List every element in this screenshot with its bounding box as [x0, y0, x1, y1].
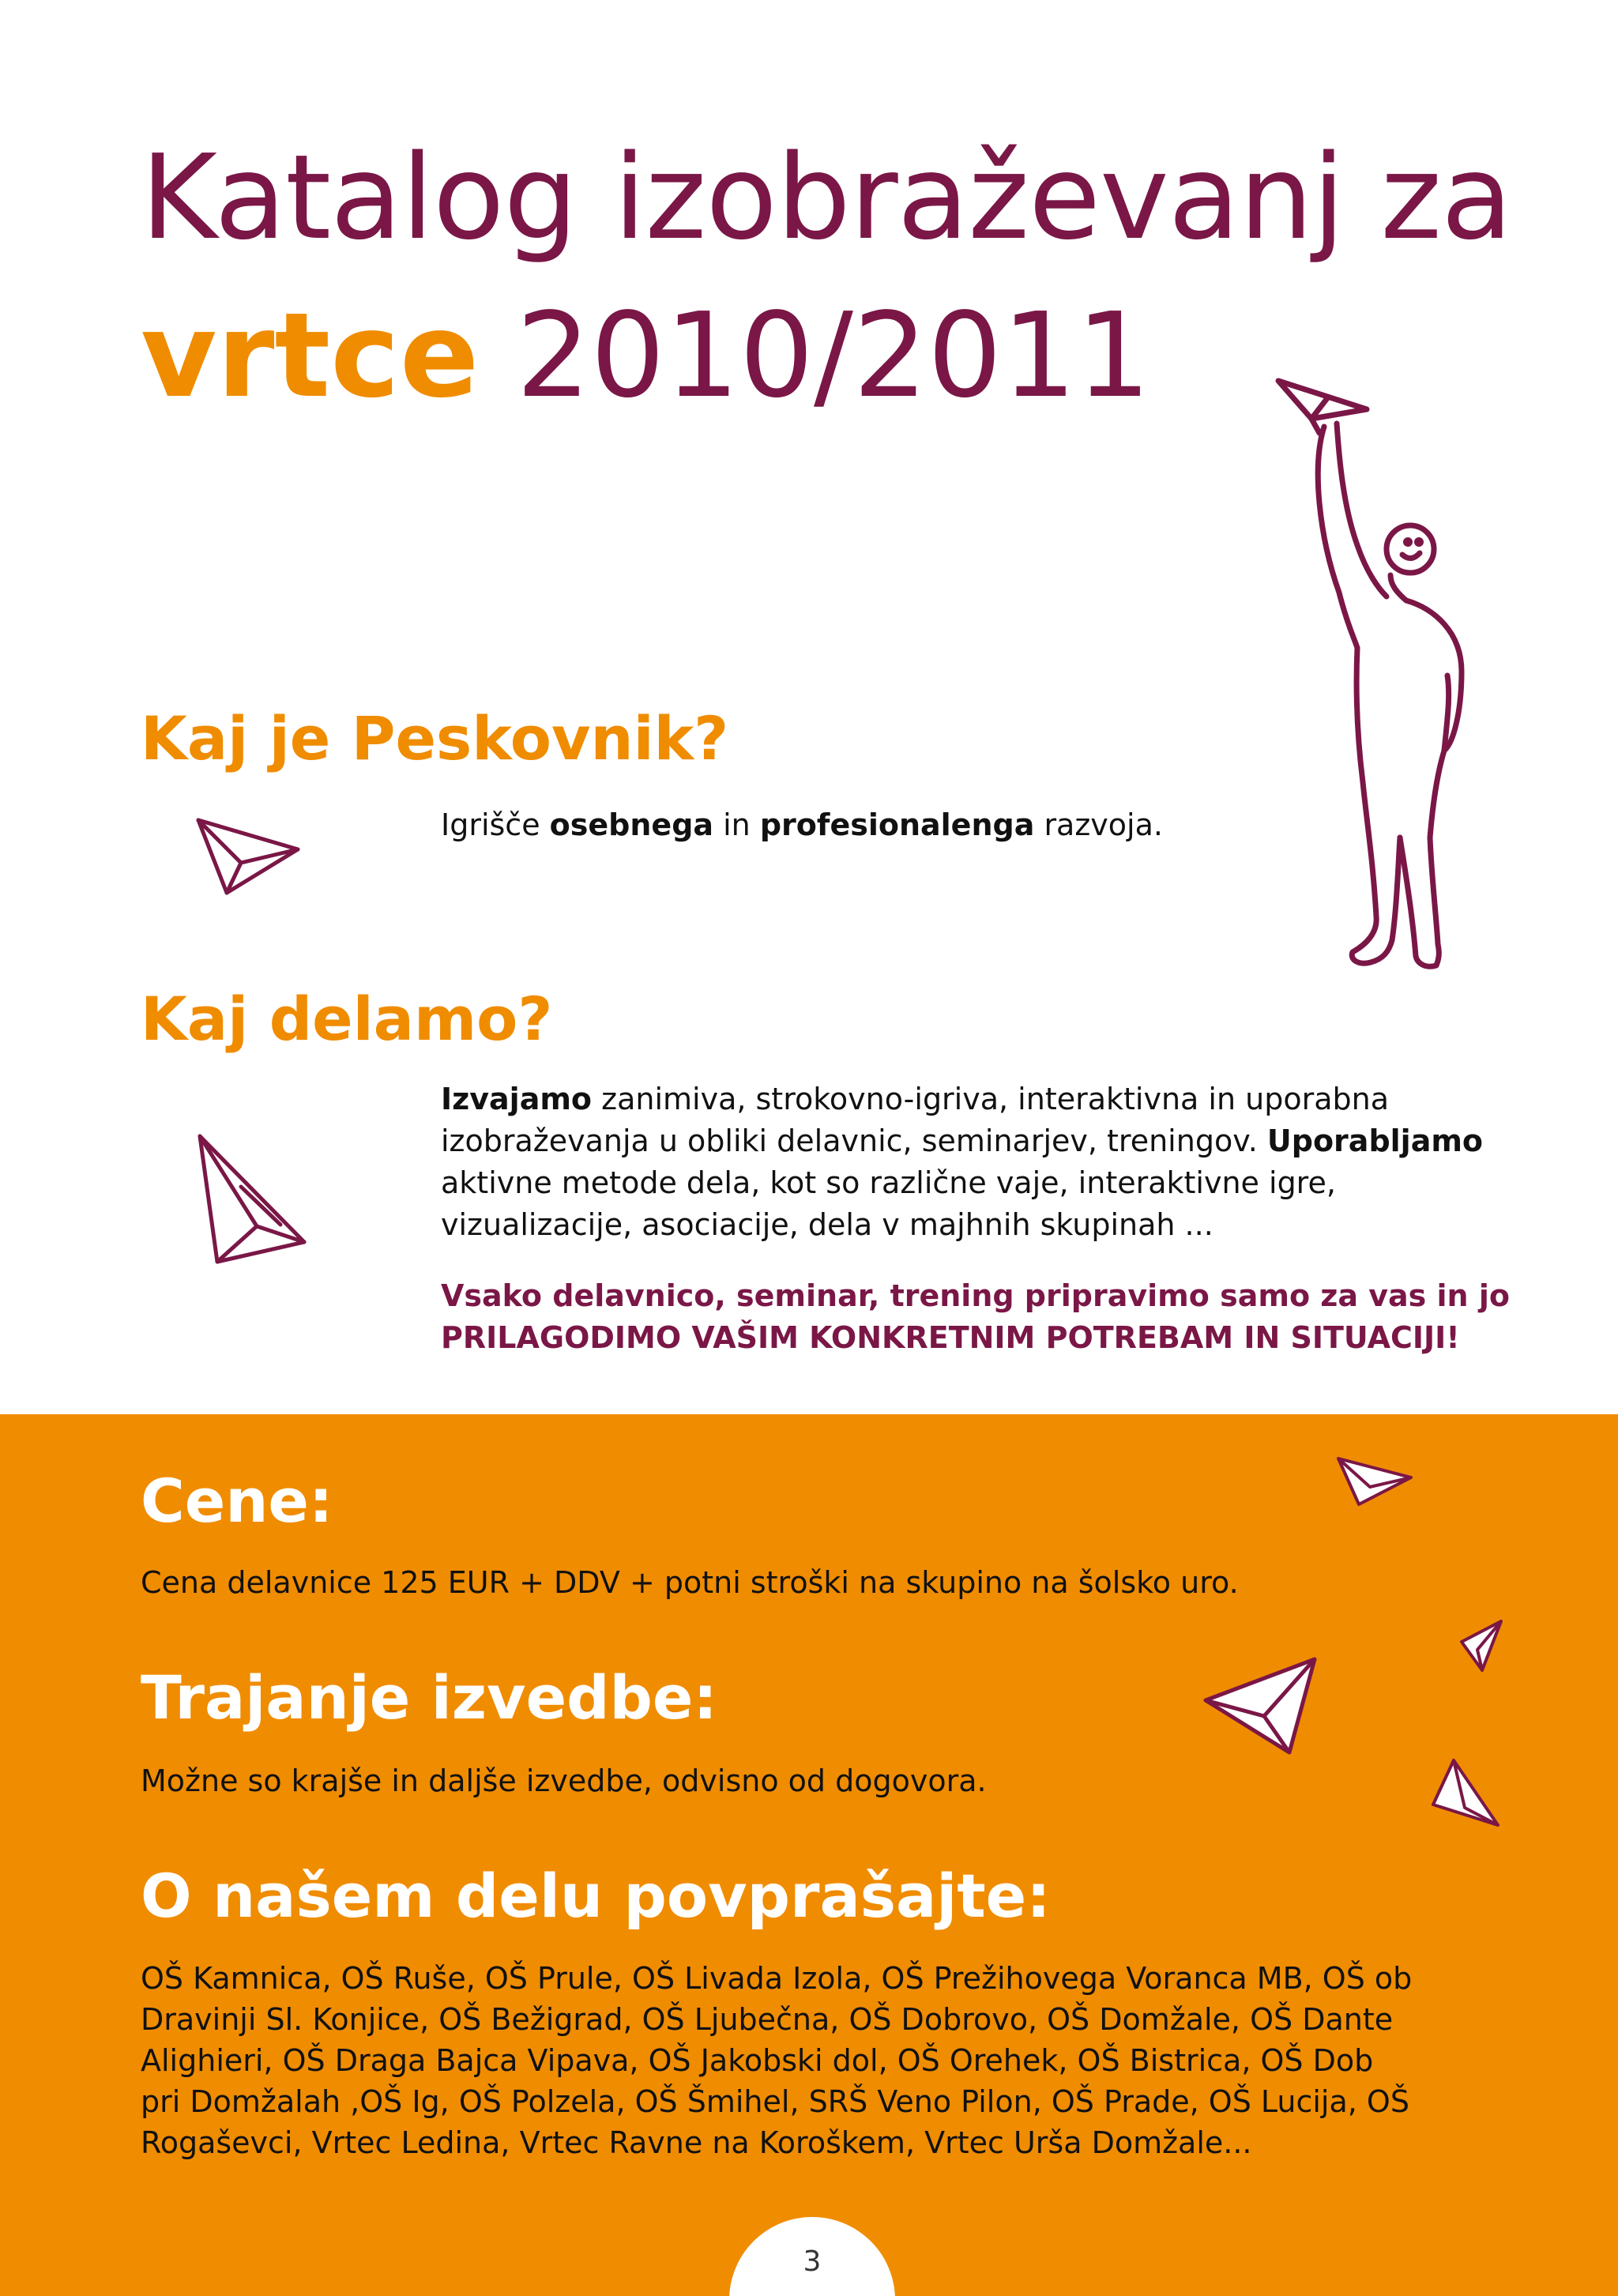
references-line-1: OŠ Kamnica, OŠ Ruše, OŠ Prule, OŠ Livada Izola, OŠ Prežihovega Voranca MB, OŠ ob [141, 1961, 1413, 1996]
references-line-4: pri Domžalah ,OŠ Ig, OŠ Polzela, OŠ Šmihel, SRŠ Veno Pilon, OŠ Prade, OŠ Lucija, OŠ [141, 2084, 1409, 2119]
kaj-delamo-line-3: aktivne metode dela, kot so različne vaje, interaktivne igre, [441, 1165, 1336, 1200]
title-year: 2010/2011 [516, 288, 1151, 423]
peskovnik-description: Igrišče osebnega in profesionalenga razvoja. [441, 807, 1163, 842]
paper-plane-icon [194, 814, 304, 901]
paper-plane-icon [1201, 1654, 1319, 1757]
paper-plane-icon [194, 1131, 312, 1274]
kaj-delamo-line-1: Izvajamo zanimiva, strokovno-igriva, interaktivna in uporabna [441, 1082, 1389, 1116]
kaj-delamo-line-4: vizualizacije, asociacije, dela v majhnih skupinah ... [441, 1207, 1214, 1242]
title-accent: vrtce [141, 288, 480, 423]
trajanje-text: Možne so krajše in daljše izvedbe, odvisno od dogovora. [141, 1763, 987, 1798]
kaj-delamo-line-2: izobraževanja u obliki delavnic, seminarjev, treningov. Uporabljamo [441, 1124, 1484, 1158]
paper-plane-icon [1458, 1618, 1506, 1673]
heading-kaj-je-peskovnik: Kaj je Peskovnik? [141, 703, 729, 773]
title-line-1: Katalog izobraževanj za [141, 130, 1512, 265]
title-line-2 [141, 284, 1151, 427]
page-number: 3 [803, 2245, 822, 2278]
heading-trajanje-izvedbe: Trajanje izvedbe: [141, 1662, 717, 1733]
cene-text: Cena delavnice 125 EUR + DDV + potni stroški na skupino na šolsko uro. [141, 1565, 1239, 1600]
references-line-2: Dravinji Sl. Konjice, OŠ Bežigrad, OŠ Ljubečna, OŠ Dobrovo, OŠ Domžale, OŠ Dante [141, 2002, 1394, 2037]
highlight-line-2: PRILAGODIMO VAŠIM KONKRETNIM POTREBAM IN SITUACIJI! [441, 1320, 1460, 1355]
references-line-5: Rogaševci, Vrtec Ledina, Vrtec Ravne na Koroškem, Vrtec Urša Domžale... [141, 2125, 1252, 2160]
paper-plane-icon [1430, 1757, 1503, 1830]
references-line-3: Alighieri, OŠ Draga Bajca Vipava, OŠ Jakobski dol, OŠ Orehek, OŠ Bistrica, OŠ Dob [141, 2043, 1374, 2078]
highlight-line-1: Vsako delavnico, seminar, trening pripravimo samo za vas in jo [441, 1278, 1510, 1313]
heading-o-nasem-delu: O našem delu povprašajte: [141, 1861, 1051, 1931]
heading-cene: Cene: [141, 1466, 333, 1536]
heading-kaj-delamo: Kaj delamo? [141, 984, 553, 1054]
person-with-paper-plane-icon [1264, 371, 1501, 1003]
paper-plane-icon [1335, 1454, 1414, 1509]
